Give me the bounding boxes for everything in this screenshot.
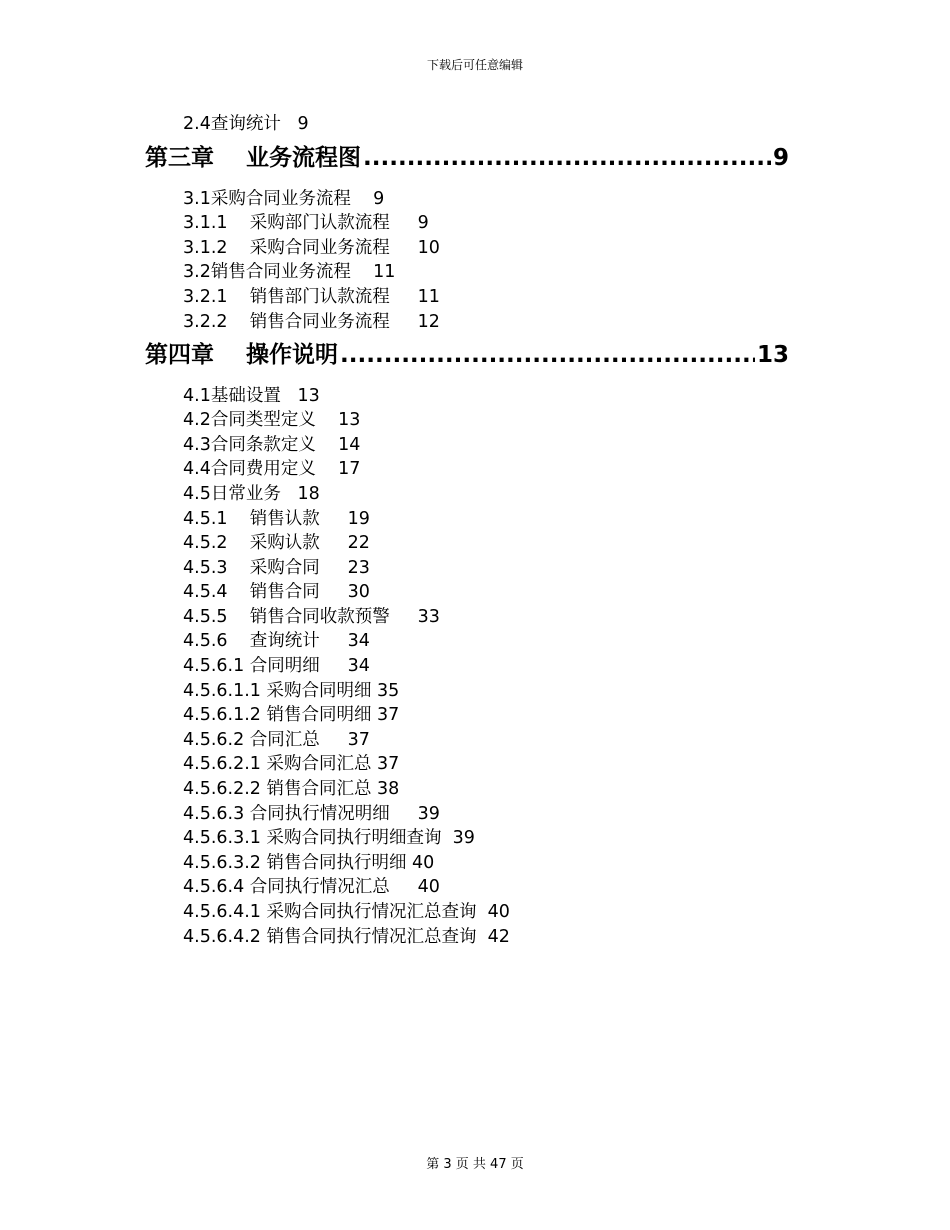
chapter-page-number: 13 [756, 342, 789, 368]
toc-entry[interactable]: 4.5.2 采购认款 22 [183, 533, 370, 553]
dot-leader [363, 145, 771, 171]
dot-leader [340, 342, 755, 368]
toc-entry[interactable]: 4.5.6.2.1 采购合同汇总 37 [183, 754, 400, 774]
toc-chapter-4[interactable] [145, 336, 789, 366]
toc-entry[interactable]: 4.5.6.3.2 销售合同执行明细 40 [183, 853, 435, 873]
toc-entry[interactable]: 4.5.6.3.1 采购合同执行明细查询 39 [183, 828, 475, 848]
toc-entry[interactable]: 4.3合同条款定义 14 [183, 435, 361, 455]
toc-entry[interactable]: 4.5.6.1 合同明细 34 [183, 656, 370, 676]
toc-entry[interactable]: 3.2.1 销售部门认款流程 11 [183, 287, 440, 307]
page-footer: 第 3 页 共 47 页 [426, 1157, 524, 1172]
toc-entry[interactable]: 3.1采购合同业务流程 9 [183, 189, 385, 209]
toc-chapter-3[interactable] [145, 139, 789, 169]
chapter-page-number: 9 [772, 145, 789, 171]
toc-entry[interactable]: 4.5.4 销售合同 30 [183, 582, 370, 602]
chapter-title: 第三章 业务流程图 [145, 145, 362, 171]
toc-entry[interactable]: 3.2.2 销售合同业务流程 12 [183, 312, 440, 332]
toc-entry[interactable]: 3.1.2 采购合同业务流程 10 [183, 238, 440, 258]
toc-entry[interactable]: 4.2合同类型定义 13 [183, 410, 361, 430]
toc-entry[interactable]: 3.2销售合同业务流程 11 [183, 262, 396, 282]
chapter-title: 第四章 操作说明 [145, 342, 339, 368]
toc-entry[interactable]: 4.5.3 采购合同 23 [183, 558, 370, 578]
toc-entry[interactable]: 2.4查询统计 9 [183, 114, 309, 134]
toc-entry[interactable]: 3.1.1 采购部门认款流程 9 [183, 213, 429, 233]
toc-entry[interactable]: 4.4合同费用定义 17 [183, 459, 361, 479]
toc-entry[interactable]: 4.5.6.4.1 采购合同执行情况汇总查询 40 [183, 902, 510, 922]
toc-entry[interactable]: 4.5.6.4 合同执行情况汇总 40 [183, 877, 440, 897]
toc-entry[interactable]: 4.5日常业务 18 [183, 484, 320, 504]
toc-entry[interactable]: 4.5.6.3 合同执行情况明细 39 [183, 804, 440, 824]
toc-entry[interactable]: 4.5.6.4.2 销售合同执行情况汇总查询 42 [183, 927, 510, 947]
page-header: 下载后可任意编辑 [426, 58, 523, 72]
toc-entry[interactable]: 4.5.6.2 合同汇总 37 [183, 730, 370, 750]
toc-entry[interactable]: 4.5.5 销售合同收款预警 33 [183, 607, 440, 627]
toc-entry[interactable]: 4.5.6.2.2 销售合同汇总 38 [183, 779, 400, 799]
toc-entry[interactable]: 4.1基础设置 13 [183, 386, 320, 406]
toc-entry[interactable]: 4.5.6.1.1 采购合同明细 35 [183, 681, 400, 701]
toc-entry[interactable]: 4.5.6.1.2 销售合同明细 37 [183, 705, 400, 725]
toc-entry[interactable]: 4.5.6 查询统计 34 [183, 631, 370, 651]
toc-entry[interactable]: 4.5.1 销售认款 19 [183, 509, 370, 529]
